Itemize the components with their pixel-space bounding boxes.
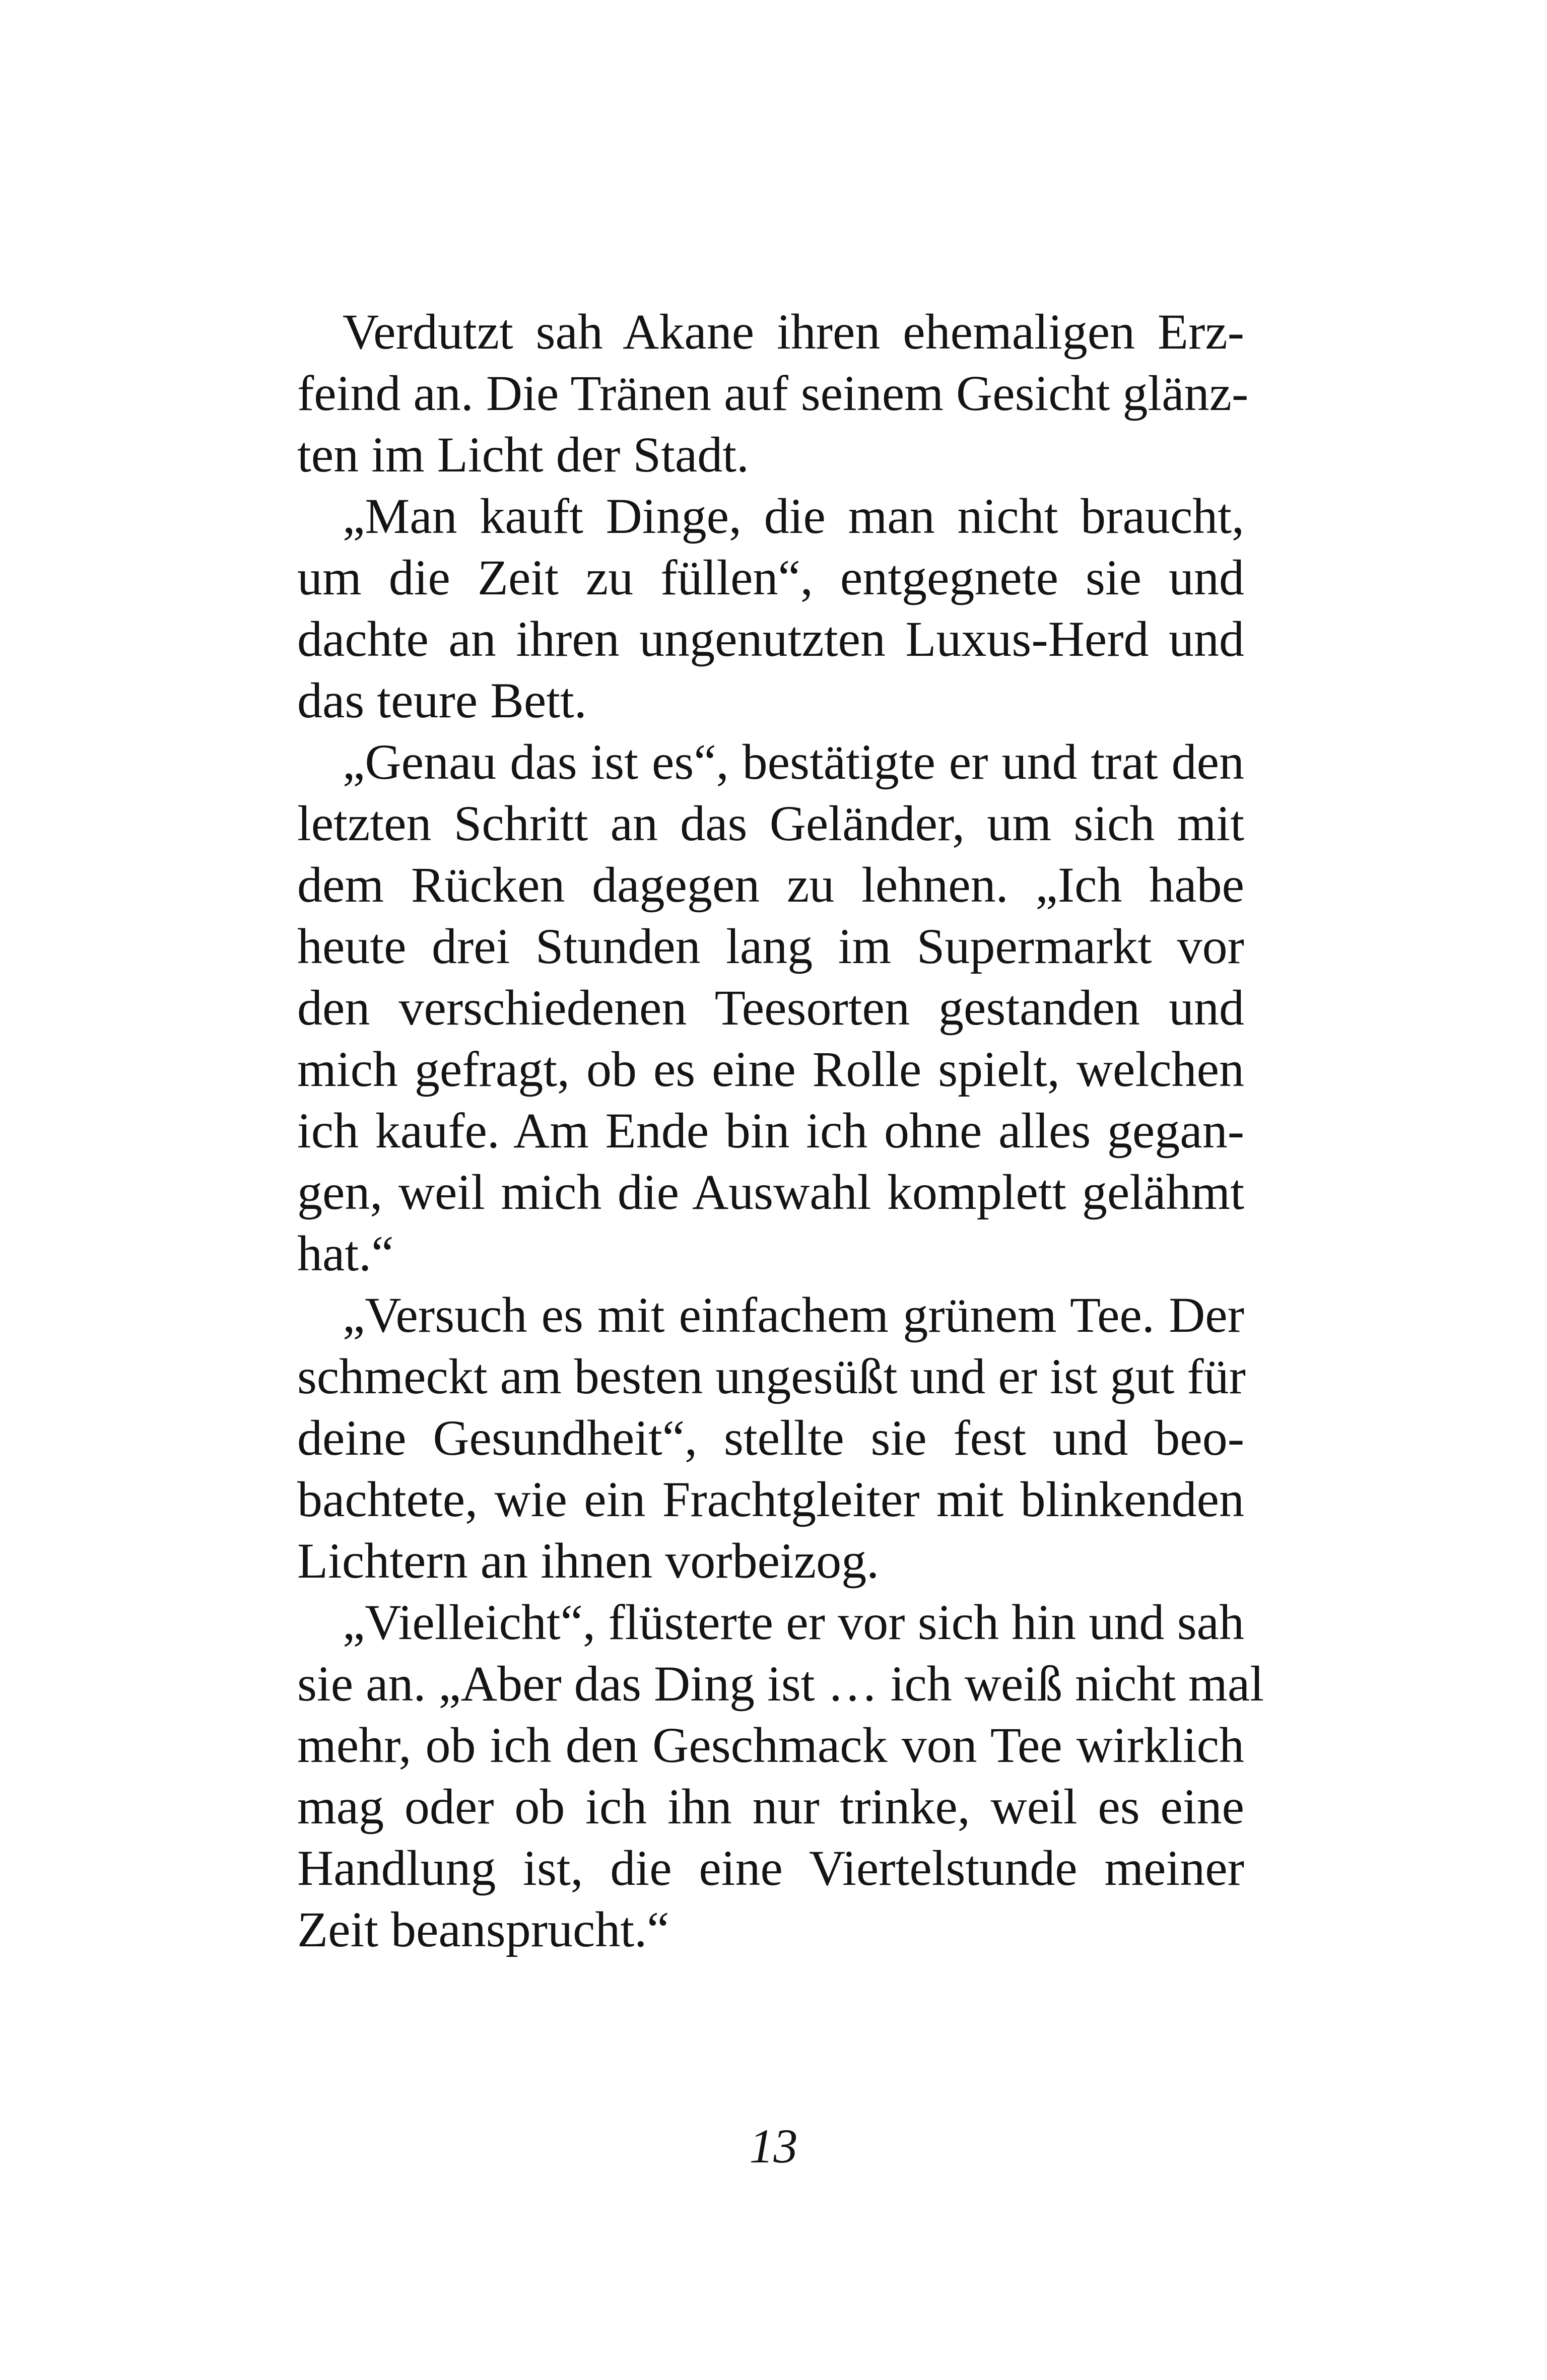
text-line: dem Rücken dagegen zu lehnen. „Ich habe	[297, 857, 1244, 913]
paragraph-2	[297, 486, 1244, 731]
text-line: „Man kauft Dinge, die man nicht braucht,	[343, 488, 1244, 544]
text-line: „Versuch es mit einfachem grünem Tee. Der	[343, 1287, 1244, 1343]
text-line: feind an. Die Tränen auf seinem Gesicht glänz-	[297, 365, 1249, 421]
text-line: Zeit beansprucht.“	[297, 1901, 669, 1957]
page-number: 13	[749, 2119, 798, 2173]
text-line: mich gefragt, ob es eine Rolle spielt, welchen	[297, 1041, 1244, 1097]
body-text	[297, 301, 1264, 1960]
paragraph-5	[297, 1592, 1264, 1960]
text-line: ich kaufe. Am Ende bin ich ohne alles gegan-	[297, 1103, 1244, 1159]
text-line: ten im Licht der Stadt.	[297, 427, 750, 483]
text-line: mehr, ob ich den Geschmack von Tee wirklich	[297, 1717, 1244, 1773]
text-line: heute drei Stunden lang im Supermarkt vor	[297, 918, 1244, 974]
paragraph-3	[297, 731, 1244, 1284]
text-line: letzten Schritt an das Geländer, um sich mit	[297, 795, 1244, 851]
text-line: um die Zeit zu füllen“, entgegnete sie und	[297, 550, 1244, 605]
text-line: schmeckt am besten ungesüßt und er ist gut für	[297, 1348, 1246, 1404]
text-line: Handlung ist, die eine Viertelstunde meiner	[297, 1840, 1244, 1896]
text-line: hat.“	[297, 1226, 394, 1281]
text-line: den verschiedenen Teesorten gestanden und	[297, 980, 1244, 1036]
paragraph-4	[297, 1284, 1244, 1592]
text-line: sie an. „Aber das Ding ist … ich weiß nicht mal	[297, 1656, 1264, 1712]
paragraph-1	[297, 301, 1249, 486]
text-line: Lichtern an ihnen vorbeizog.	[297, 1533, 880, 1589]
text-line: gen, weil mich die Auswahl komplett gelähmt	[297, 1164, 1244, 1220]
text-line: dachte an ihren ungenutzten Luxus-Herd und	[297, 611, 1244, 667]
text-line: bachtete, wie ein Frachtgleiter mit blinkenden	[297, 1471, 1244, 1527]
text-line: das teure Bett.	[297, 672, 587, 728]
text-line: mag oder ob ich ihn nur trinke, weil es eine	[297, 1779, 1244, 1834]
text-line: „Vielleicht“, flüsterte er vor sich hin und sah	[343, 1594, 1244, 1650]
text-line: deine Gesundheit“, stellte sie fest und beo-	[297, 1410, 1244, 1466]
text-line: Verdutzt sah Akane ihren ehemaligen Erz-	[343, 304, 1244, 360]
text-line: „Genau das ist es“, bestätigte er und trat den	[343, 734, 1244, 790]
